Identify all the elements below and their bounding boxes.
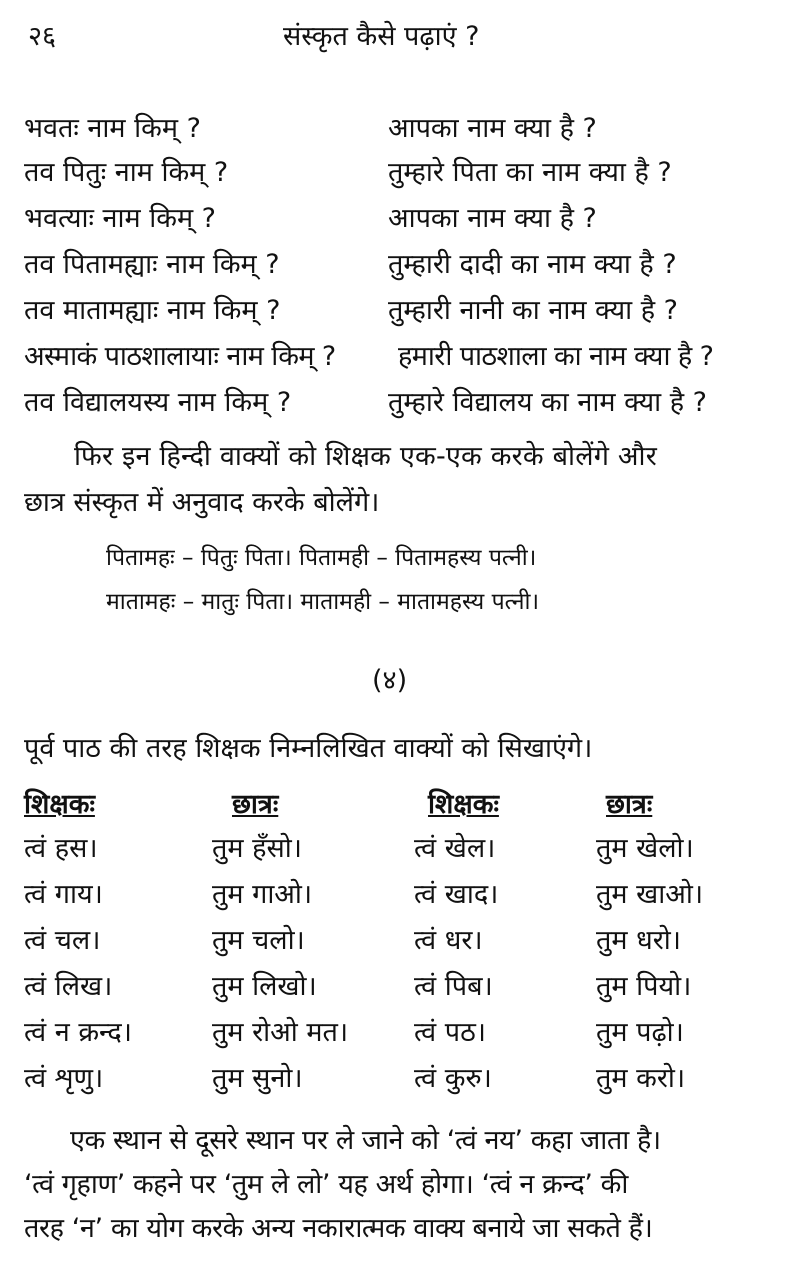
qa-hindi: तुम्हारे विद्यालय का नाम क्या है ? — [388, 387, 708, 418]
table-cell: त्वं गाय। — [24, 879, 103, 910]
table-cell: त्वं पठ। — [414, 1017, 487, 1048]
qa-hindi: तुम्हारी दादी का नाम क्या है ? — [388, 249, 677, 280]
table-cell: तुम गाओ। — [212, 879, 313, 910]
page-number: २६ — [28, 21, 57, 52]
qa-hindi: हमारी पाठशाला का नाम क्या है ? — [398, 341, 714, 372]
qa-sanskrit: अस्माकं पाठशालायाः नाम किम् ? — [24, 341, 336, 372]
table-cell: तुम हँसो। — [212, 833, 302, 864]
page-title: संस्कृत कैसे पढ़ाएं ? — [283, 21, 480, 52]
column-header-teacher: शिक्षकः — [24, 789, 95, 820]
table-cell: त्वं न क्रन्द। — [24, 1017, 132, 1048]
table-cell: तुम करो। — [596, 1063, 686, 1094]
paragraph-line: ‘त्वं गृहाण’ कहने पर ‘तुम ले लो’ यह अर्थ होगा। ‘त्वं न क्रन्द’ की — [24, 1169, 628, 1200]
column-header-student: छात्रः — [606, 789, 653, 820]
column-header-student: छात्रः — [232, 789, 279, 820]
table-cell: त्वं पिब। — [414, 971, 493, 1002]
definition-line: पितामहः – पितुः पिता। पितामही – पितामहस्य पत्नी। — [106, 545, 537, 571]
section-intro: पूर्व पाठ की तरह शिक्षक निम्नलिखित वाक्यों को सिखाएंगे। — [24, 733, 593, 764]
table-cell: त्वं हस। — [24, 833, 98, 864]
qa-sanskrit: भवत्याः नाम किम् ? — [24, 203, 217, 234]
qa-sanskrit: तव पितुः नाम किम् ? — [24, 157, 229, 188]
table-cell: त्वं लिख। — [24, 971, 113, 1002]
paragraph-line: तरह ‘न’ का योग करके अन्य नकारात्मक वाक्य बनाये जा सकते हैं। — [24, 1213, 653, 1244]
table-cell: तुम रोओ मत। — [212, 1017, 349, 1048]
table-cell: त्वं चल। — [24, 925, 101, 956]
table-cell: तुम खेलो। — [596, 833, 694, 864]
qa-sanskrit: भवतः नाम किम् ? — [24, 113, 201, 144]
qa-sanskrit: तव पितामह्याः नाम किम् ? — [24, 249, 280, 280]
table-cell: तुम लिखो। — [212, 971, 317, 1002]
qa-hindi: तुम्हारी नानी का नाम क्या है ? — [388, 295, 678, 326]
section-number: (४) — [372, 665, 408, 696]
table-cell: त्वं शृणु। — [24, 1063, 104, 1094]
paragraph-line: छात्र संस्कृत में अनुवाद करके बोलेंगे। — [24, 487, 380, 518]
qa-hindi: तुम्हारे पिता का नाम क्या है ? — [388, 157, 672, 188]
table-cell: त्वं खाद। — [414, 879, 499, 910]
qa-sanskrit: तव मातामह्याः नाम किम् ? — [24, 295, 281, 326]
column-header-teacher: शिक्षकः — [428, 789, 499, 820]
definition-line: मातामहः – मातुः पिता। मातामही – मातामहस्य पत्नी। — [106, 589, 540, 615]
table-cell: त्वं कुरु। — [414, 1063, 492, 1094]
table-cell: तुम पियो। — [596, 971, 692, 1002]
paragraph-line: फिर इन हिन्दी वाक्यों को शिक्षक एक-एक करके बोलेंगे और — [74, 441, 657, 472]
qa-sanskrit: तव विद्यालयस्य नाम किम् ? — [24, 387, 292, 418]
qa-hindi: आपका नाम क्या है ? — [388, 203, 597, 234]
table-cell: तुम सुनो। — [212, 1063, 303, 1094]
paragraph-line: एक स्थान से दूसरे स्थान पर ले जाने को ‘त्वं नय’ कहा जाता है। — [70, 1125, 661, 1156]
table-cell: त्वं धर। — [414, 925, 483, 956]
table-cell: तुम धरो। — [596, 925, 681, 956]
table-cell: तुम पढ़ो। — [596, 1017, 684, 1048]
table-cell: तुम खाओ। — [596, 879, 704, 910]
table-cell: त्वं खेल। — [414, 833, 496, 864]
table-cell: तुम चलो। — [212, 925, 305, 956]
qa-hindi: आपका नाम क्या है ? — [388, 113, 597, 144]
